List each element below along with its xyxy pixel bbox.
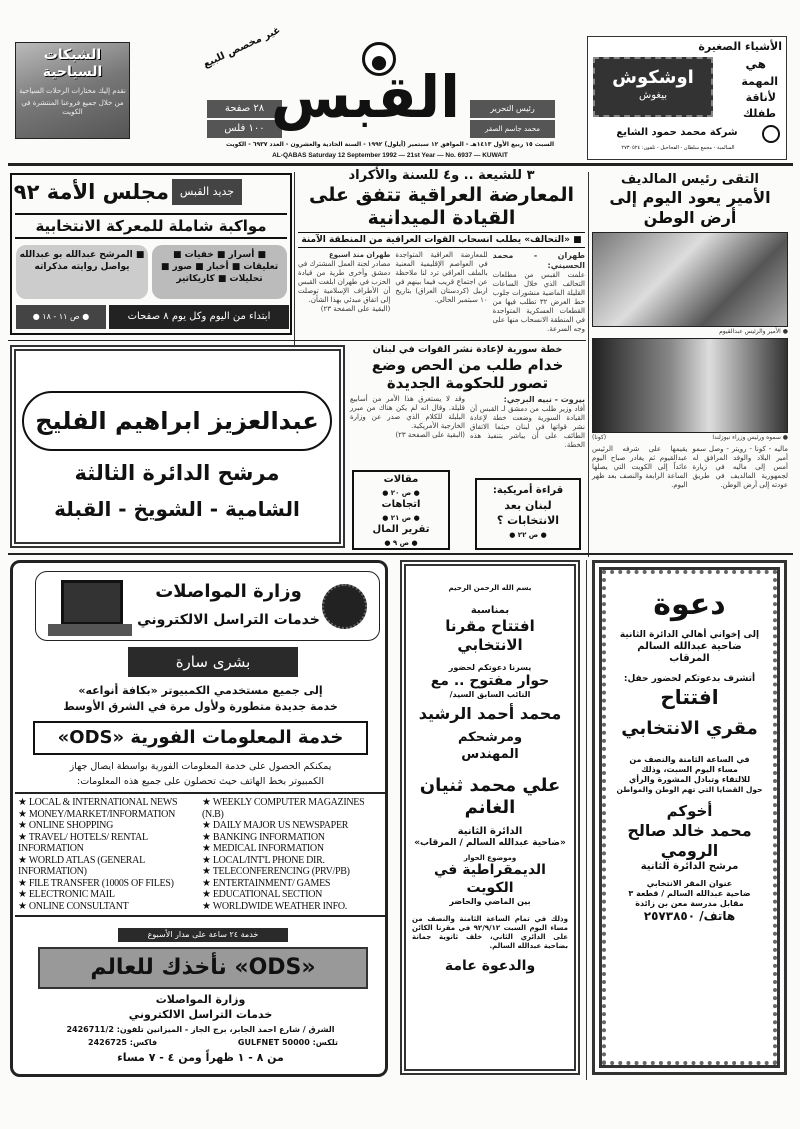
- invitation-time: حول القضايا التي تهم الوطن والمواطن: [616, 784, 763, 794]
- syria-headline: خدام طلب من الحص وضع تصور للحكومة الجديدة: [371, 356, 564, 392]
- arabic-date-line: السبت ١٥ ربيع الأول ١٤١٣هـ - الموافق ١٢ سبتمبر (أيلول) ١٩٩٢ - السنة الحادية والعشرون - العدد ٦٩٣٧ - الكويت: [225, 141, 555, 148]
- ministry-name: وزارة المواصلات: [155, 581, 302, 602]
- emir-headline: الأمير يعود اليوم إلى أرض الوطن: [609, 188, 771, 227]
- photo-caption: ● سموه ورئيس وزراء نيوزلندا: [712, 434, 788, 441]
- service-item: ★ MEDICAL INFORMATION: [202, 843, 382, 855]
- tourism-ad: [15, 42, 130, 139]
- column-divider: [586, 560, 587, 1080]
- ad-tagline: الأشياء الصغيرة: [698, 40, 782, 53]
- invitation-name: محمد خالد صالح الرومي: [627, 820, 752, 860]
- syria-story: [350, 344, 585, 551]
- ministry-name-footer: وزارة المواصلات: [155, 993, 246, 1006]
- services-list-left: [18, 797, 198, 912]
- invitation-time: للالتقاء وتبادل المشورة والرأي: [628, 774, 751, 784]
- inside-page: ● ص ٢٠ ●: [382, 488, 420, 497]
- invitation-address: ضاحية عبدالله السالم / قطعة ٣: [628, 889, 751, 899]
- majlis-box-right: ■ أسرار ■ خفيات ■ تعليقات ■ أخبار ■ صور ■ تحليلات ■ كاريكاتير: [152, 245, 287, 299]
- ods-contacts: [88, 1037, 338, 1048]
- candidate-name: عبدالعزيز ابراهيم الفليج: [22, 391, 332, 451]
- service-item: ★ TELECONFERENCING (PRV/PB): [202, 866, 382, 878]
- brand-name: اوشكوش: [612, 67, 694, 88]
- service-item: ★ BANKING INFORMATION: [202, 832, 382, 844]
- invitation-phone: هاتف/ ٢٥٧٣٨٥٠: [643, 909, 736, 924]
- editor-name: محمد جاسم الصقر: [470, 120, 555, 138]
- majlis-box-left: ■ المرشح عبدالله بو عبدالله يواصل روايته مذكراته: [16, 245, 148, 299]
- hq-topic-label: وموضوع الحوار: [463, 853, 517, 862]
- iraq-body: للمعارضة العراقية المتواجدة في العواصم الإقليمية المعنية بالملف العراقي ترد لنا ملاحظة عن اجتماع قريب فيما بينهم في اربيل (كردستان العراق) بتاريخ ١٠ سبتمبر الحالي.: [395, 251, 488, 304]
- tourism-ad-line: من خلال جميع فروعنا المنتشرة في الكويت: [21, 99, 124, 116]
- company-address: السالمية - مجمع سلطان - الفحاحيل - تلفون: ٢٧٣٠٥٢٤: [621, 145, 735, 151]
- hq-occasion: بمناسبة: [470, 604, 510, 616]
- ods-ad: [10, 560, 388, 1077]
- iraq-subheadline: ■ «التحالف» يطلب انسحاب القوات العراقية من المنطقة الآمنة: [298, 232, 585, 248]
- computer-icon: [61, 580, 123, 625]
- invitation-ad: [592, 560, 787, 1075]
- iraq-kicker: ٣ للشيعة .. و٤ للسنة والأكراد: [348, 168, 535, 183]
- company-name: شركة محمد حمود الشايع: [616, 127, 738, 138]
- ad-tagline: طفلك: [742, 107, 776, 120]
- section-divider: [8, 553, 793, 555]
- english-date-line: AL-QABAS Saturday 12 September 1992 — 21st Year — No. 6937 — KUWAIT: [272, 152, 508, 159]
- candidate-areas: الشامية - الشويخ - القبلة: [54, 497, 300, 521]
- hq-invite: يسرنا دعوتكم لحضور: [448, 662, 532, 672]
- ods-intro: إلى جميع مستخدمي الكمبيوتر «بكافة أنواعه»: [78, 684, 323, 697]
- ods-slogan: «ODS» نأخذك للعالم: [38, 947, 368, 989]
- invitation-honor: أتشرف بدعوتكم لحضور حفل:: [623, 673, 756, 684]
- hq-topic-sub: بين الماضي والحاضر: [449, 897, 531, 907]
- syria-continued: (البقية على الصفحة ٢٣): [395, 431, 465, 439]
- tourism-ad-line: نقدم إليك مختارات الرحلات السياحية: [19, 87, 126, 95]
- service-item: ★ WORLD ATLAS (GENERAL INFORMATION): [18, 855, 198, 878]
- service-item: ★ ONLINE CONSULTANT: [18, 901, 198, 913]
- hq-name-2: علي محمد ثنيان الغانم: [419, 774, 561, 819]
- service-item: ★ EDUCATIONAL SECTION: [202, 889, 382, 901]
- invitation-time: مساء اليوم السبت، وذلك: [641, 764, 738, 774]
- invitation-address-label: عنوان المقر الانتخابي: [646, 879, 733, 889]
- majlis-footer: ابتداء من اليوم وكل يوم ٨ صفحات: [109, 305, 289, 329]
- iraq-headline: المعارضة العراقية تتفق على القيادة الميدانية: [309, 184, 574, 229]
- invitation-address: مقابل مدرسة معن بن زائدة: [635, 899, 744, 909]
- hq-details: وذلك في تمام الساعة الثامنة والنصف من مساء اليوم السبت ٩٢/٩/١٢ في مقرنا الكائن على الدائري الثاني، خلف ثانوية جمانة بضاحية عبدالله السالم.: [412, 915, 568, 950]
- hq-area: «ضاحية عبدالله السالم / المرقاب»: [414, 838, 566, 849]
- box-line: لبنان بعد: [504, 499, 552, 512]
- hq-district: الدائرة الثانية: [457, 825, 523, 837]
- inside-item: تقرير المال: [372, 524, 430, 535]
- iraq-byline: طهران - محمد الحسيني:: [492, 251, 585, 270]
- ods-description: الكمبيوتر بخط الهاتف حيث تحصلون على جميع هذه المعلومات:: [77, 776, 324, 787]
- masthead-divider: [8, 163, 793, 166]
- services-list-right: [202, 797, 382, 912]
- ods-hours: من ٨ - ١ ظهراً ومن ٤ - ٧ مساء: [117, 1051, 284, 1064]
- photo-credit: (كونا): [592, 434, 607, 441]
- ods-telex: تلكس: GULFNET 50000: [237, 1038, 338, 1047]
- inside-page: ● ص ٢١ ●: [382, 513, 420, 522]
- editor-label: رئيس التحرير: [470, 100, 555, 118]
- inside-item: مقالات: [383, 474, 419, 485]
- hq-closing: والدعوة عامة: [444, 958, 536, 975]
- emir-story: [592, 172, 788, 490]
- emir-photo: [592, 232, 788, 327]
- lebanon-reading-box: [475, 478, 581, 550]
- service-item: ★ LOCAL & INTERNATIONAL NEWS: [18, 797, 198, 809]
- price-box: ١٠٠ فلس: [207, 120, 282, 138]
- service-item: ★ TRAVEL/ HOTELS/ RENTAL INFORMATION: [18, 832, 198, 855]
- inside-page: ● ص ٩ ●: [384, 538, 418, 547]
- invitation-title: دعوة: [653, 587, 726, 622]
- ministry-header: [35, 571, 380, 641]
- service-item: ★ WEEKLY COMPUTER MAGAZINES (N.B): [202, 797, 382, 820]
- children-clothing-ad: [587, 36, 787, 160]
- syria-kicker: خطة سورية لإعادة نشر القوات في لبنان: [372, 344, 563, 355]
- hq-engineer: المهندس: [461, 746, 519, 762]
- majlis-title: مجلس الأمة ٩٢: [13, 180, 169, 204]
- hq-former-mp: النائب السابق السيد/: [449, 690, 531, 700]
- emir-body: ماليه - كونا - رويتر - وصل سمو أمير البلاد والوفد المرافق له أمس إلى ماليه في زيارة لجمهورية المالديف في طريق عودته إلى أرض الوطن.: [692, 445, 788, 489]
- service-name-footer: خدمات التراسل الالكتروني: [128, 1008, 273, 1021]
- ad-tagline: لأناقة: [745, 91, 776, 104]
- photo-caption: ● الأمير والرئيس عبدالقيوم: [719, 328, 788, 335]
- hq-dialogue: حوار مفتوح .. مع: [430, 672, 550, 689]
- invitation-brother: أخوكم: [666, 801, 713, 820]
- ods-description: يمكنكم الحصول على خدمة المعلومات الفورية بواسطة ايصال جهاز: [69, 761, 332, 772]
- inside-item: اتجاهات: [381, 499, 421, 510]
- syria-body: وقد لا يستغرق هذا الأمر من أسابيع قليلة. وقال انه لم يكن هناك من مبرر البلبلة للكلام الذي صدر عن وزارة الخارجية الأمريكية.: [350, 395, 465, 430]
- hq-opening-ad: [400, 560, 580, 1075]
- ministry-service: خدمات التراسل الالكتروني: [137, 612, 320, 628]
- majlis-badge: جديد القبس: [172, 179, 242, 205]
- iraq-body: مصادر لجنة العمل المشترك في دمشق وأخرى طرية من قيادة الحزب في طهران ابلغت القبس أن الأطراف الإسلامية توصلت إلى اتفاق مبدئي بهذا الشأن.: [298, 260, 391, 304]
- box-line: الانتخابات ؟: [496, 514, 560, 527]
- invitation-to: إلى إخواني أهالي الدائرة الثانية: [619, 629, 760, 640]
- emir-kicker: التقى رئيس المالديف: [621, 172, 759, 187]
- tourism-ad-title: الشبكات السياحية: [42, 47, 103, 80]
- ad-tagline: هي: [745, 57, 766, 71]
- newspaper-logo: القبس: [270, 63, 460, 131]
- box-line: ● ص ٢٢ ●: [509, 531, 547, 539]
- iraq-body: علمت القبس من مطلعات التحالف الذي خلال الساعات القليلة الماضية منشورات جلوب خط العرض ٣٢ تطلب فيها من القطعات العسكرية المتواجدة في المنطقة الانسحاب منها على وجه السرعة.: [492, 271, 586, 333]
- keyboard-icon: [48, 624, 132, 636]
- brand-sub: بيغوش: [639, 90, 667, 101]
- not-for-sale-label: غير مخصص للبيع: [201, 24, 283, 71]
- good-news-banner: بشرى سارة: [128, 647, 298, 677]
- iraq-continued: (البقية على الصفحة ٢٣): [320, 305, 391, 313]
- syria-body: أفاد وزير طلب من دمشق لـ القبس أن القيادة السورية وضعت خطة لإعادة نشر قواتها في لبنان حيثما الاتفاق الطائف على أن يباشر بتنفيذ هذه الخطة.: [470, 405, 585, 449]
- emir-body: يقيمها على شرفه الرئيس عبدالقيوم ثم يغادر صباح اليوم عائداً إلى الكويت التي يصلها الساعة الرابعة والنصف بعد ظهر اليوم.: [592, 445, 688, 489]
- hq-title: افتتاح مقرنا الانتخابي: [445, 617, 535, 654]
- ods-intro: خدمة جديدة متطورة ولأول مرة في الشرق الأوسط: [63, 700, 338, 713]
- majlis-pages: ● ص ١١ - ١٨ ●: [16, 305, 106, 329]
- service-item: ★ ONLINE SHOPPING: [18, 820, 198, 832]
- hq-name-1: محمد أحمد الرشيد: [418, 704, 562, 724]
- service-item: ★ WORLDWIDE WEATHER INFO.: [202, 901, 382, 913]
- invitation-opening: افتتاح: [660, 685, 719, 709]
- service-item: ★ ELECTRONIC MAIL: [18, 889, 198, 901]
- ad-tagline: المهمة: [741, 75, 778, 88]
- emir-pm-photo: [592, 338, 788, 433]
- invitation-hq: مقري الانتخابي: [621, 718, 758, 739]
- section-divider: [8, 340, 586, 341]
- basmala: بسم الله الرحمن الرحيم: [448, 584, 532, 592]
- ods-product-title: خدمة المعلومات الفورية «ODS»: [33, 721, 368, 755]
- hq-topic: الديمقراطية في الكويت: [434, 862, 546, 896]
- hours-banner: خدمة ٢٤ ساعة على مدار الأسبوع: [118, 928, 288, 942]
- invitation-time: في الساعة الثامنة والنصف من: [629, 754, 750, 764]
- candidate-ad: [10, 345, 345, 548]
- ods-address: الشرق / شارع احمد الجابر، برج الجاز - الميزانين تلفون: 2426711/2: [66, 1025, 335, 1034]
- service-item: ★ MONEY/MARKET/INFORMATION: [18, 809, 198, 821]
- majlis-section: [10, 173, 292, 335]
- box-line: قراءة أمريكية:: [492, 485, 564, 496]
- hq-and: ومرشحكم: [457, 730, 523, 746]
- invitation-to: المرقاب: [669, 653, 710, 665]
- candidate-role: مرشح الدائرة الثالثة: [74, 461, 280, 485]
- iraq-story: [298, 168, 585, 334]
- brand-box: [593, 57, 713, 117]
- satellite-dish-icon: [322, 584, 367, 629]
- service-item: ★ FILE TRANSFER (1000S OF FILES): [18, 878, 198, 890]
- iraq-dateline: طهران منذ اسبوع: [328, 251, 391, 259]
- ods-fax: فاكس: 2426725: [88, 1038, 158, 1047]
- invitation-role: مرشح الدائرة الثانية: [640, 860, 739, 872]
- service-item: ★ ENTERTAINMENT/ GAMES: [202, 878, 382, 890]
- services-list: [15, 792, 385, 917]
- service-item: ★ LOCAL/INT'L PHONE DIR.: [202, 855, 382, 867]
- syria-byline: بيروت - نبيه البرجي:: [503, 395, 585, 404]
- column-divider: [588, 172, 589, 557]
- service-item: ★ DAILY MAJOR US NEWSPAPER: [202, 820, 382, 832]
- company-logo-icon: [762, 125, 780, 143]
- inside-pages-box: [352, 470, 450, 550]
- pages-count-box: ٢٨ صفحة: [207, 100, 282, 118]
- majlis-subtitle: مواكبة شاملة للمعركة الانتخابية: [15, 213, 287, 239]
- invitation-to: ضاحية عبدالله السالم: [637, 640, 742, 652]
